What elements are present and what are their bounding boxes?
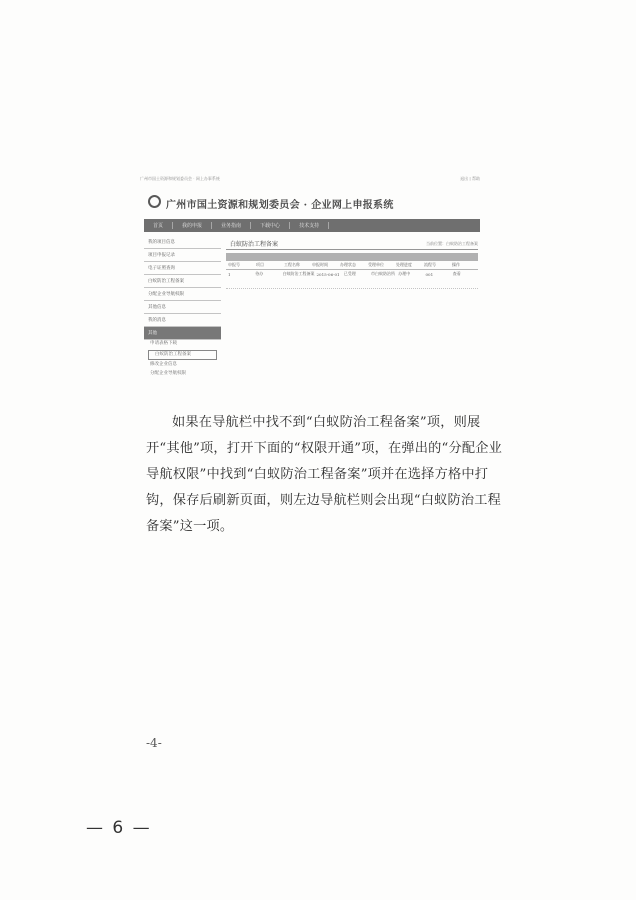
top-strip-right: 退出 | 帮助	[460, 176, 480, 181]
table-pager	[226, 288, 478, 293]
sidebar-sub-item: 申请表格下载	[150, 341, 177, 346]
main-title-bar	[226, 238, 478, 250]
table-header-cell: 工程名称	[284, 262, 300, 267]
sidebar-item: 我的消息	[144, 314, 221, 327]
table-header-cell: 项目	[256, 262, 264, 267]
screenshot-banner	[142, 192, 482, 214]
sidebar-item: 分配企业导航权限	[144, 288, 221, 301]
table-header-cell: 申报时间	[312, 262, 328, 267]
screenshot-nav	[144, 219, 480, 232]
embedded-screenshot	[140, 176, 485, 388]
table-cell: 已受理	[343, 271, 356, 276]
sidebar-item: 我的项目信息	[144, 236, 221, 249]
table-cell: 白蚁防治工程备案	[282, 271, 315, 276]
table-header-cell: 申报号	[228, 262, 240, 267]
table-header	[226, 261, 478, 270]
top-strip-text: 广州市国土资源和规划委员会 · 网上办事系统	[140, 176, 220, 181]
table-cell: 市白蚁防治所	[371, 271, 395, 276]
table-cell: 1	[228, 271, 231, 277]
sidebar-sub-item: 修改企业信息	[150, 362, 177, 367]
main-title: 白蚁防治工程备案	[230, 241, 279, 248]
sidebar-sub-item: 分配企业导航权限	[150, 371, 186, 376]
nav-item-support: 技术支持	[290, 222, 329, 229]
sidebar-item-other: 其他	[144, 327, 221, 340]
table-cell: 待办	[255, 271, 264, 276]
table-header-cell: 操作	[452, 262, 460, 267]
page-number: — 6 —	[86, 818, 152, 838]
screenshot-main	[226, 238, 478, 328]
screenshot-sidebar	[144, 236, 221, 379]
table-cell: 001	[425, 271, 434, 277]
screenshot-top-strip	[140, 176, 485, 184]
emblem-icon	[148, 195, 161, 208]
table-cell: 2015-06-01	[316, 271, 340, 277]
table-header-cell: 办理状态	[340, 262, 356, 267]
body-paragraph: 如果在导航栏中找不到“白蚁防治工程备案”项，则展开“其他”项，打开下面的“权限开通”项，在弹出的“分配企业导航权限”中找到“白蚁防治工程备案”项并在选择方格中打钩，保存后刷新页面，则左边导航栏则会出现“白蚁防治工程备案”这一项。	[146, 415, 503, 535]
sidebar-item: 白蚁防治工程备案	[144, 275, 221, 288]
table-cell: 办理中	[398, 271, 411, 276]
inner-page-number: -4-	[146, 736, 162, 750]
breadcrumb: 当前位置：白蚁防治工程备案	[426, 240, 478, 246]
table-header-cell: 受理单位	[368, 262, 384, 267]
nav-item-downloads: 下载中心	[251, 222, 290, 229]
table-row	[226, 270, 478, 278]
table-header-cell: 流程号	[424, 262, 436, 267]
nav-item-home: 首页	[144, 222, 173, 229]
site-title: 广州市国土资源和规划委员会 · 企业网上申报系统	[166, 200, 394, 211]
table-header-cell: 处理进度	[396, 262, 412, 267]
sidebar-item: 项目申报记录	[144, 249, 221, 262]
sidebar-item: 其他信息	[144, 301, 221, 314]
nav-item-my-applications: 我的申报	[173, 222, 212, 229]
tab-bar	[226, 253, 478, 261]
nav-item-guide: 业务指南	[212, 222, 251, 229]
sidebar-sub-item: 白蚁防治工程备案	[148, 350, 217, 360]
table-cell: 查看	[452, 271, 461, 276]
sidebar-item: 电子证照查询	[144, 262, 221, 275]
